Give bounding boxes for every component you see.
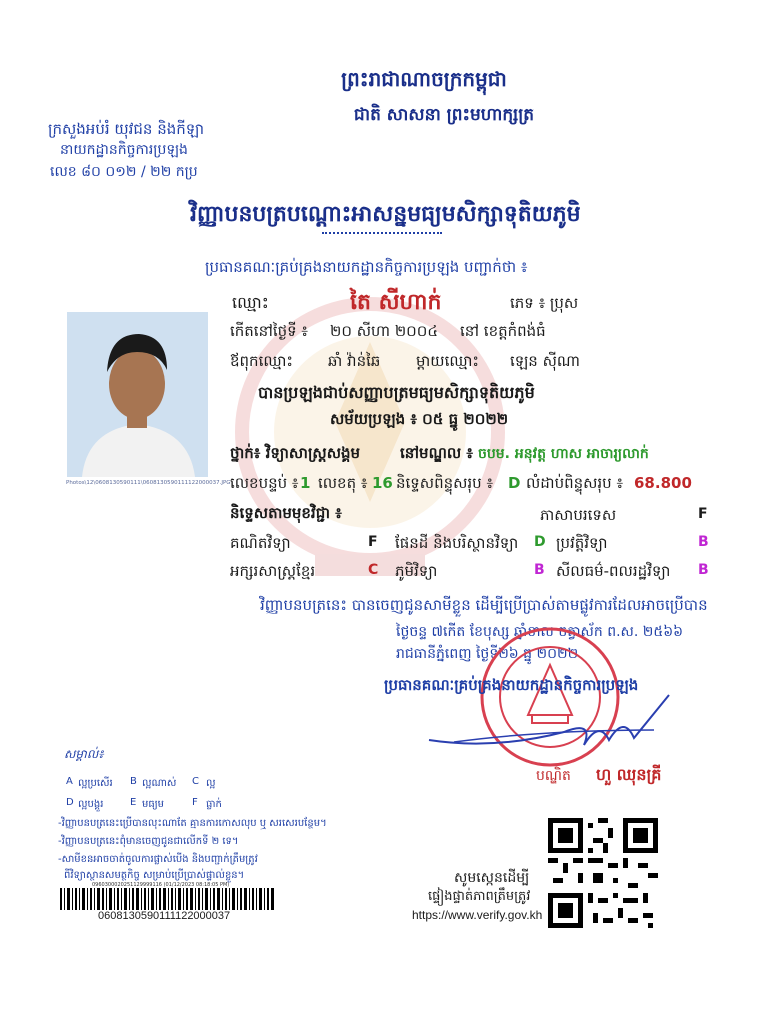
title-divider bbox=[322, 232, 442, 234]
subject-grade: F bbox=[368, 534, 378, 550]
national-motto: ជាតិ សាសនា ព្រះមហាក្សត្រ bbox=[353, 105, 535, 125]
legend-text: មធ្យម bbox=[142, 799, 165, 810]
subject-grade: D bbox=[534, 534, 546, 550]
legend-text: ល្អប្រសើរ bbox=[78, 778, 113, 789]
stream: ថ្នាក់៖ វិទ្យាសាស្ត្រសង្គម bbox=[230, 444, 361, 462]
barcode-caption: 0960300020251129999116 (01/12/2023 08:18:05 PM) bbox=[92, 882, 230, 888]
signature bbox=[424, 690, 674, 760]
place-of-birth: នៅ ខេត្តកំពង់ធំ bbox=[460, 322, 546, 340]
grades-title: និទ្ទេសតាមមុខវិជ្ជា ៖ bbox=[230, 504, 342, 522]
ministry-name: ក្រសួងអប់រំ យុវជន និងកីឡា bbox=[48, 120, 205, 138]
validity-statement: វិញ្ញាបនបត្រនេះ បានចេញជូនសាមីខ្លួន ដើម្បីប្រើប្រាស់តាមផ្លូវការដែលអាចប្រើបាន bbox=[260, 596, 708, 614]
note-line: ពីវិទ្យាស្ថានសមត្ថកិច្ច សម្រាប់ប្រើប្រាស់ផ្ទាល់ខ្លួន។ bbox=[64, 870, 245, 881]
father-name: ឆាំ វ៉ាន់ឆៃ bbox=[328, 352, 381, 370]
legend-code: A bbox=[66, 776, 73, 787]
score-label: លំដាប់ពិន្ទុសរុប ៖ bbox=[526, 474, 624, 492]
subject-name: គណិតវិទ្យា bbox=[230, 534, 291, 552]
subject-name: ប្រវត្តិវិទ្យា bbox=[556, 534, 608, 552]
department-name: នាយកដ្ឋានកិច្ចការប្រឡង bbox=[60, 142, 188, 158]
seat-label: លេខតុ ៖ bbox=[318, 474, 368, 492]
note-line: -វិញ្ញាបនបត្រនេះប្រើបានលុះណាតែ គ្មានការកោសលុប ឬ សរសេរបន្ថែម។ bbox=[58, 818, 327, 829]
kingdom-heading: ព្រះរាជាណាចក្រកម្ពុជា bbox=[341, 67, 507, 91]
barcode bbox=[60, 888, 275, 910]
signer-prefix: បណ្ឌិត bbox=[536, 768, 571, 784]
lunar-date: ថ្ងៃចន្ទ ៧កើត ខែបុស្ស ឆ្នាំខាល ចត្វាស័ក ព.ស. ២៥៦៦ bbox=[396, 624, 684, 640]
subject-name: ផែនដី និងបរិស្ថានវិទ្យា bbox=[395, 534, 519, 552]
subject-name: សីលធម៌-ពលរដ្ឋវិទ្យា bbox=[556, 562, 671, 580]
name-label: ឈ្មោះ bbox=[232, 293, 269, 312]
gender: ភេទ ៖ ប្រុស bbox=[510, 294, 579, 312]
subject-name: ភូមិវិទ្យា bbox=[395, 562, 438, 580]
subject-grade: B bbox=[534, 562, 545, 578]
certificate-title: វិញ្ញាបនបត្របណ្ដោះអាសន្នមធ្យមសិក្សាទុតិយភូមិ bbox=[190, 202, 581, 227]
note-line: -សាមីខនអាចចាត់ចូលការផ្លាស់បើង និងបញ្ជាក់ត្រឹមត្រូវ bbox=[58, 854, 258, 865]
passed-statement: បានប្រឡងជាប់សញ្ញាបត្រមធ្យមសិក្សាទុតិយភូមិ bbox=[258, 383, 535, 402]
verify-subtitle: ផ្ទៀងផ្ទាត់ភាពត្រឹមត្រូវ bbox=[428, 889, 531, 904]
mother-name: ឡេន ស៊ីណា bbox=[510, 352, 580, 370]
legend-code: D bbox=[66, 797, 74, 808]
legend-code: E bbox=[130, 797, 137, 808]
qr-code[interactable] bbox=[548, 818, 658, 928]
subject-grade: C bbox=[368, 562, 379, 578]
legend-code: B bbox=[130, 776, 137, 787]
reference-number: លេខ ៨០ ០១២ / ២២ កប្រ bbox=[50, 164, 198, 180]
subject-name: អក្សរសាស្ត្រខ្មែរ bbox=[230, 562, 316, 580]
room-number: 1 bbox=[300, 474, 311, 492]
certificate-intro: ប្រធានគណៈគ្រប់គ្រងនាយកដ្ឋានកិច្ចការប្រឡង បញ្ជាក់ថា ៖ bbox=[205, 258, 528, 276]
father-label: ឪពុកឈ្មោះ bbox=[230, 352, 293, 370]
signer-title: ប្រធានគណៈគ្រប់គ្រងនាយកដ្ឋានកិច្ចការប្រឡង bbox=[384, 676, 639, 694]
student-photo bbox=[67, 312, 208, 477]
legend-code: C bbox=[192, 776, 199, 787]
subject-grade: B bbox=[698, 534, 709, 550]
city-date: រាជធានីភ្នំពេញ ថ្ងៃទី២៦ ធ្នូ ២០២២ bbox=[396, 646, 579, 662]
subject-grade: F bbox=[698, 506, 708, 522]
photo-path-caption: Photos\12\0608130590111\0608130590111122000037.JPG bbox=[66, 480, 231, 486]
legend-text: ល្អ bbox=[206, 778, 216, 789]
center-label: នៅមណ្ឌល ៖ bbox=[400, 444, 473, 462]
legend-text: ល្អណាស់ bbox=[142, 778, 177, 789]
exam-center: ចបម. អនុវត្ត ហាស អាចារ្យលាក់ bbox=[478, 446, 649, 462]
legend-text: ធ្លាក់ bbox=[206, 799, 222, 810]
notes-title: សម្គាល់៖ bbox=[64, 747, 104, 761]
verify-instruction: សូមស្កេនដើម្បី bbox=[454, 870, 530, 886]
overall-grade-label: និទ្ទេសពិន្ទុសរុប ៖ bbox=[396, 474, 494, 492]
legend-text: ល្អបង្គួរ bbox=[78, 799, 104, 810]
dob-label: កើតនៅថ្ងៃទី ៖ bbox=[230, 322, 309, 340]
barcode-number: 0608130590111122000037 bbox=[98, 910, 231, 922]
date-of-birth: ២០ សីហា ២០០៤ bbox=[330, 322, 439, 340]
signer-name: ហួ ឈុនគ្រី bbox=[596, 765, 662, 784]
seat-number: 16 bbox=[372, 474, 393, 492]
subject-grade: B bbox=[698, 562, 709, 578]
exam-session: សម័យប្រឡង ៖ ០៥ ធ្នូ ២០២២ bbox=[330, 410, 509, 428]
subject-name: ភាសាបរទេស bbox=[540, 506, 617, 524]
overall-grade: D bbox=[508, 474, 521, 492]
legend-code: F bbox=[192, 797, 198, 808]
note-line: -វិញ្ញាបនបត្រនេះពុំមានចេញជូនជាលើកទី ២ ទេ។ bbox=[58, 836, 239, 847]
verify-url[interactable]: https://www.verify.gov.kh bbox=[412, 908, 543, 922]
mother-label: ម្ដាយឈ្មោះ bbox=[416, 352, 479, 370]
total-score: 68.800 bbox=[634, 474, 692, 492]
room-label: លេខបន្ទប់ ៖ bbox=[230, 474, 299, 492]
student-name: តៃ សីហាក់ bbox=[350, 290, 442, 315]
